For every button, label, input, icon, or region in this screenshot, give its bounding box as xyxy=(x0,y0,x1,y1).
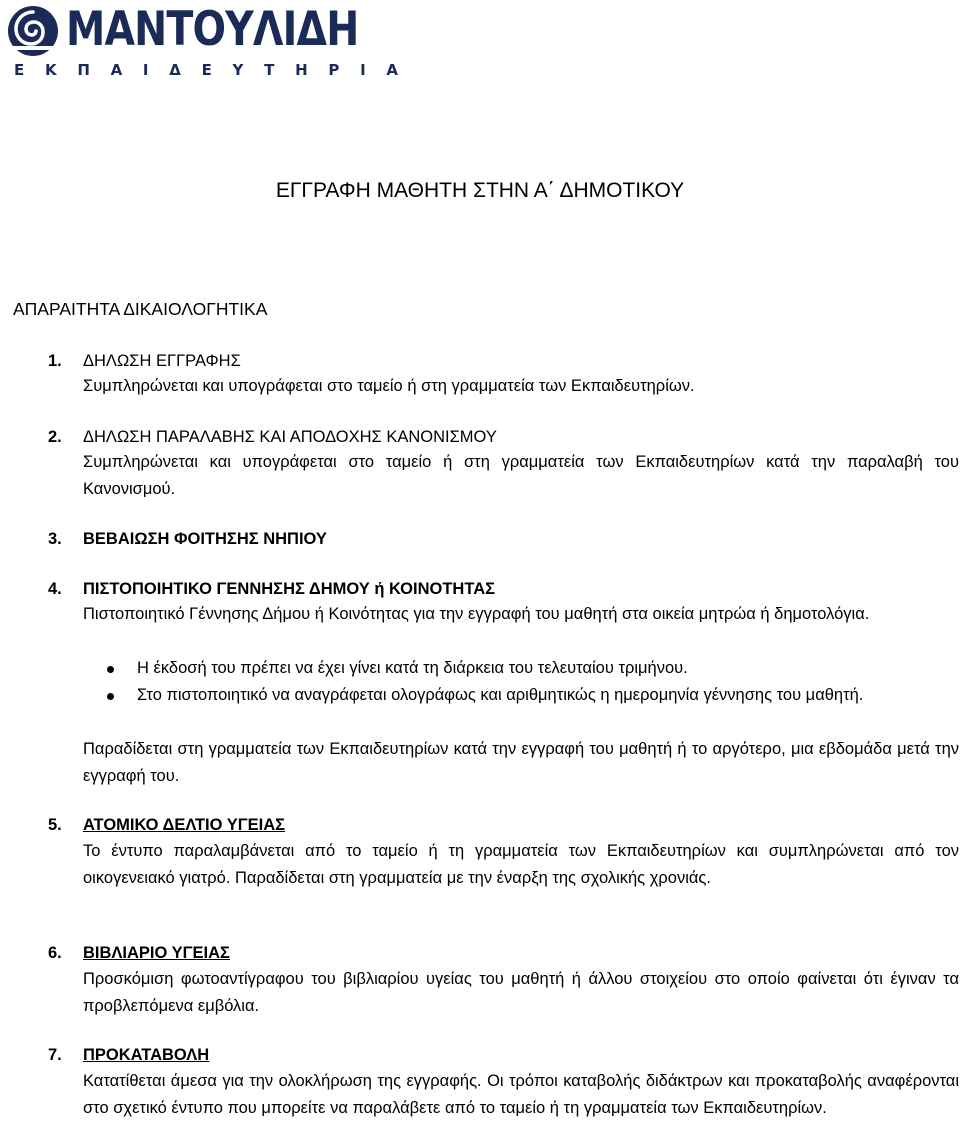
item-text: Προσκόμιση φωτοαντίγραφου του βιβλιαρίου υγείας του μαθητή ή άλλου στοιχείου στο οποίο φαίνεται ότι έγιναν τα προβλεπόμενα εμβόλια. xyxy=(83,970,959,1015)
item-heading: ΠΡΟΚΑΤΑΒΟΛΗ xyxy=(83,1046,210,1064)
logo-subtitle-letter: Α xyxy=(386,61,398,79)
logo-subtitle-letter: Ι xyxy=(360,61,366,79)
bullet-text: Στο πιστοποιητικό να αναγράφεται ολογράφως και αριθμητικώς η ημερομηνία γέννησης του μαθητή. xyxy=(137,686,864,704)
logo-subtitle-letter: Ε xyxy=(14,61,25,79)
logo-subtitle-letter: Π xyxy=(77,61,90,79)
bullet-item xyxy=(83,655,959,682)
item-number: 7. xyxy=(48,1046,62,1064)
bullet-icon xyxy=(107,666,114,673)
bullet-list xyxy=(83,655,959,709)
logo xyxy=(6,2,406,82)
item-text: Κατατίθεται άμεσα για την ολοκλήρωση της εγγραφής. Οι τρόποι καταβολής διδάκτρων και προκαταβολής αναφέρονται στο σχετικό έντυπο που μπορείτε να παραλάβετε από το ταμείο ή τη γραμματεία των Εκπαιδευτηρίων. xyxy=(83,1072,959,1117)
item-heading: ΑΤΟΜΙΚΟ ΔΕΛΤΙΟ ΥΓΕΙΑΣ xyxy=(83,816,286,834)
logo-subtitle-letter: Δ xyxy=(169,61,181,79)
logo-subtitle-letter: Ι xyxy=(142,61,149,79)
item-text: Πιστοποιητικό Γέννησης Δήμου ή Κοινότητας για την εγγραφή του μαθητή στα οικεία μητρώα ή δημοτολόγια. xyxy=(83,605,870,623)
logo-name xyxy=(66,2,358,58)
section-title: ΑΠΑΡΑΙΤΗΤΑ ΔΙΚΑΙΟΛΟΓΗΤΙΚΑ xyxy=(13,299,268,319)
bullet-text: Η έκδοσή του πρέπει να έχει γίνει κατά τη διάρκεια του τελευταίου τριμήνου. xyxy=(137,659,688,677)
item-number: 2. xyxy=(48,428,62,446)
item-number: 4. xyxy=(48,580,62,598)
logo-subtitle-letter: Ε xyxy=(201,61,212,79)
item-heading: ΠΙΣΤΟΠΟΙΗΤΙΚΟ ΓΕΝΝΗΣΗΣ ΔΗΜΟΥ ή ΚΟΙΝΟΤΗΤΑΣ xyxy=(83,580,496,598)
item-number: 5. xyxy=(48,816,62,834)
bullet-icon xyxy=(107,693,114,700)
logo-subtitle-letter: Η xyxy=(295,61,308,79)
logo-subtitle-letter: Τ xyxy=(264,61,275,79)
logo-emblem-icon xyxy=(6,4,60,58)
logo-subtitle-letter: Ρ xyxy=(328,61,340,79)
item-number: 3. xyxy=(48,530,62,548)
item-heading: ΒΙΒΛΙΑΡΙΟ ΥΓΕΙΑΣ xyxy=(83,944,230,962)
logo-subtitle-letter: Κ xyxy=(44,61,57,79)
item-text: Το έντυπο παραλαμβάνεται από το ταμείο ή τη γραμματεία των Εκπαιδευτηρίων και συμπληρώνεται από τον οικογενειακό γιατρό. Παραδίδεται στη γραμματεία με την έναρξη της σχολικής χρονιάς. xyxy=(83,842,959,887)
page-title: ΕΓΓΡΑΦΗ ΜΑΘΗΤΗ ΣΤΗΝ Α΄ ΔΗΜΟΤΙΚΟΥ xyxy=(275,179,685,202)
item-text: Συμπληρώνεται και υπογράφεται στο ταμείο ή στη γραμματεία των Εκπαιδευτηρίων κατά την παραλαβή του Κανονισμού. xyxy=(83,453,959,498)
logo-name-text: ΜΑΝΤΟΥΛΙΔΗ xyxy=(66,2,359,57)
item-heading: ΒΕΒΑΙΩΣΗ ΦΟΙΤΗΣΗΣ ΝΗΠΙΟΥ xyxy=(83,530,327,548)
logo-subtitle-letter: Α xyxy=(110,61,123,79)
logo-subtitle-letter: Υ xyxy=(232,61,244,79)
item-heading: ΔΗΛΩΣΗ ΠΑΡΑΛΑΒΗΣ ΚΑΙ ΑΠΟΔΟΧΗΣ ΚΑΝΟΝΙΣΜΟΥ xyxy=(83,428,497,446)
logo-subtitle xyxy=(14,60,398,80)
item-text: Παραδίδεται στη γραμματεία των Εκπαιδευτηρίων κατά την εγγραφή του μαθητή ή το αργότερο, μια εβδομάδα μετά την εγγραφή του. xyxy=(83,740,959,785)
bullet-item xyxy=(83,682,959,709)
item-heading: ΔΗΛΩΣΗ ΕΓΓΡΑΦΗΣ xyxy=(83,352,241,370)
item-number: 6. xyxy=(48,944,62,962)
item-number: 1. xyxy=(48,352,62,370)
item-text: Συμπληρώνεται και υπογράφεται στο ταμείο ή στη γραμματεία των Εκπαιδευτηρίων. xyxy=(83,377,695,395)
